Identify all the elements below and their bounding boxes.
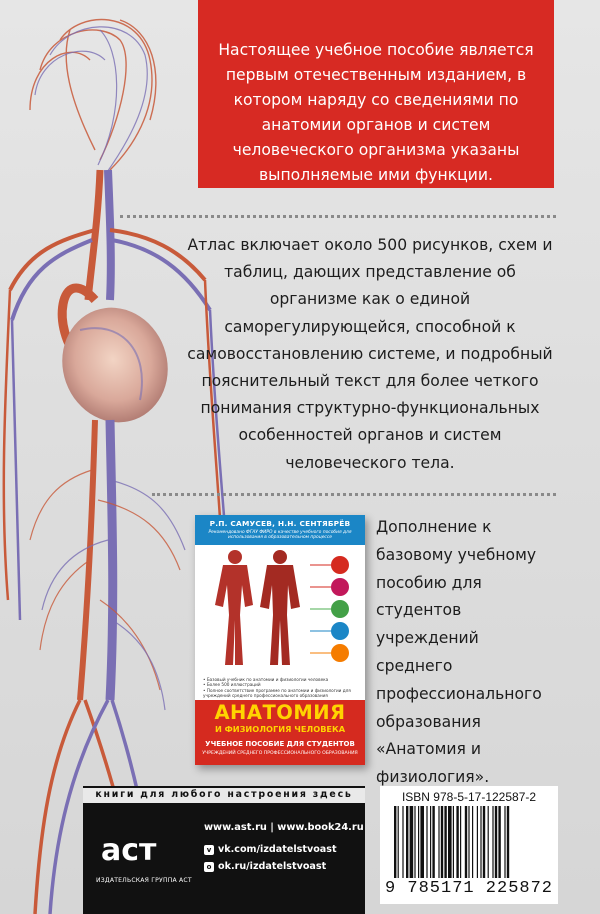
publisher-name: ИЗДАТЕЛЬСКАЯ ГРУППА АСТ	[96, 877, 192, 884]
ok-icon: o	[204, 862, 214, 872]
book-bullet: • Более 500 иллюстраций	[203, 682, 261, 688]
barcode-number: 9 785171 225872	[384, 879, 554, 898]
social-link-vk[interactable]	[204, 842, 337, 857]
barcode-bar	[507, 806, 509, 878]
atlas-description: Атлас включает около 500 рисунков, схем и таблиц, дающих представление об организме как о единой саморегулирующейся, способной к самовосстановлению системе, и подробный пояснительный текст для более четкого понимания структурно-функциональных особенностей органов и систем человеческого тела.	[187, 236, 553, 472]
barcode-bar	[394, 806, 396, 878]
book-bullet: • Базовый учебник по анатомии и физиологии человека	[203, 677, 329, 682]
barcode-bar	[426, 806, 427, 878]
book-cover-bullets	[203, 677, 359, 699]
barcode-bar	[488, 806, 489, 878]
barcode-icon	[392, 806, 552, 878]
barcode-bar	[495, 806, 497, 878]
barcode-bar	[410, 806, 414, 878]
supplement-description: Дополнение к базовому учебному пособию для студентов учреждений среднего профессионального образования «Анатомия и физиология».	[376, 518, 542, 787]
barcode-bar	[438, 806, 439, 878]
barcode-bar	[430, 806, 431, 878]
divider-top	[120, 215, 556, 218]
ast-logo-text: аст	[101, 833, 157, 868]
book-cover-type: УЧЕБНОЕ ПОСОБИЕ ДЛЯ СТУДЕНТОВ	[205, 740, 355, 748]
barcode-bar	[420, 806, 424, 878]
barcode-bar	[432, 806, 434, 878]
social-link-ok[interactable]	[204, 859, 337, 874]
barcode-bar	[483, 806, 485, 878]
barcode-bar	[398, 806, 399, 878]
intro-highlight-box	[198, 0, 554, 188]
barcode-bar	[448, 806, 452, 878]
barcode-bar	[477, 806, 478, 878]
vk-link-text[interactable]: vk.com/izdatelstvoast	[218, 844, 337, 855]
isbn-label: ISBN 978-5-17-122587-2	[401, 790, 537, 804]
barcode-bar	[441, 806, 443, 878]
barcode-bar	[456, 806, 458, 878]
barcode-bar	[444, 806, 446, 878]
muscle-figures-icon	[195, 545, 365, 675]
barcode-bar	[504, 806, 505, 878]
barcode-bar	[468, 806, 469, 878]
ok-link-text[interactable]: ok.ru/izdatelstvoast	[218, 861, 327, 872]
book-bullet: • Полное соответствие программе по анатомии и физиологии для учреждений среднего профессионального образования	[203, 687, 351, 699]
intro-text: Настоящее учебное пособие является первым отечественным изданием, в котором наряду со сведениями по анатомии органов и систем человеческого организма указаны выполняемые ими функции.	[218, 41, 534, 184]
barcode-bar	[402, 806, 403, 878]
vk-icon: v	[204, 845, 214, 855]
barcode-bar	[414, 806, 415, 878]
divider-bottom	[152, 493, 556, 496]
barcode-bar	[492, 806, 493, 878]
barcode-bar	[406, 806, 408, 878]
barcode-bar	[498, 806, 500, 878]
book-cover-audience: УЧРЕЖДЕНИЙ СРЕДНЕГО ПРОФЕССИОНАЛЬНОГО ОБРАЗОВАНИЯ	[202, 751, 358, 756]
book-cover-title-sub: И ФИЗИОЛОГИЯ ЧЕЛОВЕКА	[214, 724, 346, 734]
barcode-bar	[418, 806, 419, 878]
barcode-bar	[453, 806, 454, 878]
publisher-slogan: книги для любого настроения здесь	[95, 789, 353, 800]
publisher-links[interactable]: www.ast.ru | www.book24.ru	[204, 822, 364, 833]
book-cover-authors: Р.П. САМУСЕВ, Н.Н. СЕНТЯБРЁВ	[209, 519, 351, 528]
barcode-bar	[480, 806, 481, 878]
book-cover-recommendation: Рекомендовано ФГАУ ФИРО в качестве учебного пособия для использования в образовательном процессе	[208, 530, 352, 540]
barcode-bar	[465, 806, 467, 878]
barcode-bar	[472, 806, 473, 878]
book-cover-title: АНАТОМИЯ	[214, 701, 346, 724]
book-cover-thumbnail	[195, 515, 365, 765]
social-links	[204, 842, 337, 876]
barcode-bar	[460, 806, 461, 878]
ast-logo-icon	[97, 812, 183, 872]
